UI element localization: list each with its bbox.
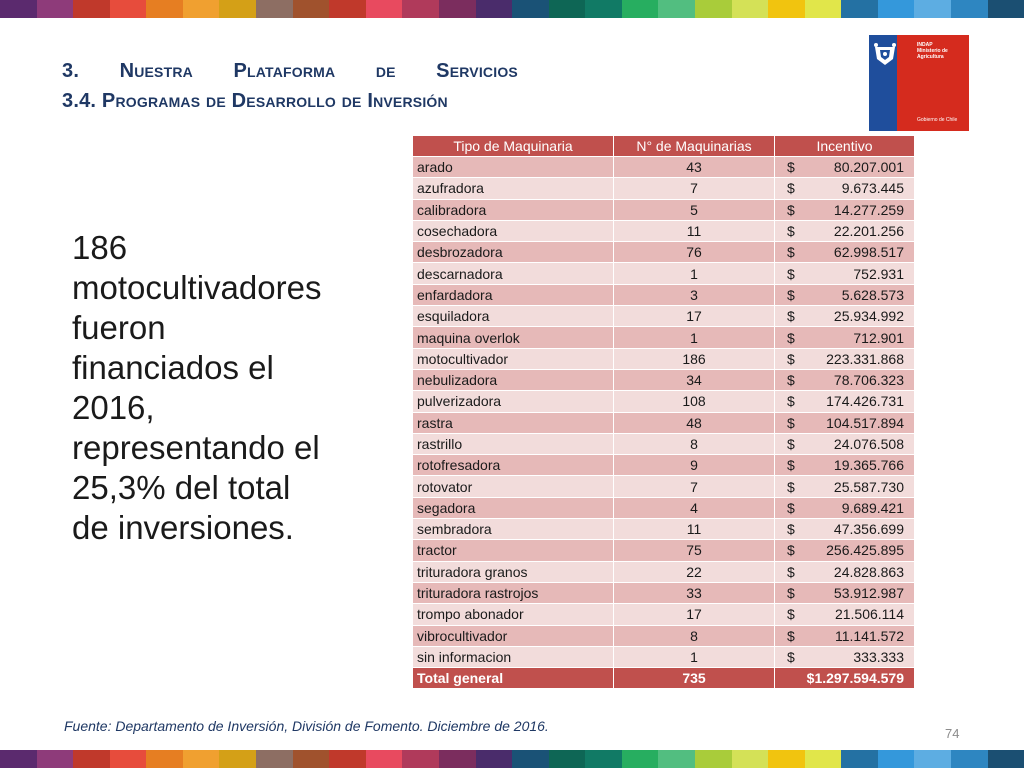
- stripe-segment: [0, 750, 37, 768]
- column-header-type: Tipo de Maquinaria: [413, 136, 614, 157]
- machinery-type-cell: tractor: [413, 540, 614, 561]
- machinery-type-cell: cosechadora: [413, 220, 614, 241]
- stripe-segment: [110, 750, 147, 768]
- stripe-segment: [732, 0, 769, 18]
- machinery-count-cell: 11: [614, 519, 775, 540]
- incentive-cell: [775, 284, 915, 305]
- incentive-amount: 11.141.572: [834, 627, 904, 644]
- stripe-segment: [914, 0, 951, 18]
- stripe-segment: [110, 0, 147, 18]
- stripe-segment: [402, 750, 439, 768]
- slide-subtitle: 3.4. Programas de Desarrollo de Inversión: [62, 90, 448, 112]
- incentive-cell: [775, 455, 915, 476]
- machinery-count-cell: 1: [614, 646, 775, 667]
- stripe-segment: [512, 750, 549, 768]
- incentive-amount: 24.828.863: [833, 563, 904, 580]
- stripe-segment: [658, 750, 695, 768]
- title-word: 3.: [62, 60, 80, 82]
- currency-symbol: $: [787, 244, 795, 261]
- incentive-amount: 174.426.731: [826, 393, 904, 410]
- table-row: [413, 604, 915, 625]
- table-row: [413, 178, 915, 199]
- incentive-amount: 333.333: [853, 648, 904, 665]
- machinery-count-cell: 9: [614, 455, 775, 476]
- bottom-color-stripe: [0, 750, 1024, 768]
- currency-symbol: $: [787, 499, 795, 516]
- stripe-segment: [695, 750, 732, 768]
- title-word: de: [375, 60, 396, 82]
- machinery-type-cell: calibradora: [413, 199, 614, 220]
- highlight-line: 25,3% del total: [72, 469, 291, 506]
- table-row: [413, 476, 915, 497]
- table-row: [413, 220, 915, 241]
- machinery-type-cell: arado: [413, 157, 614, 178]
- incentive-cell: [775, 327, 915, 348]
- incentive-amount: 22.201.256: [833, 223, 904, 240]
- machinery-type-cell: trituradora rastrojos: [413, 582, 614, 603]
- stripe-segment: [695, 0, 732, 18]
- stripe-segment: [73, 0, 110, 18]
- machinery-count-cell: 17: [614, 306, 775, 327]
- machinery-count-cell: 1: [614, 327, 775, 348]
- coat-of-arms-icon: [871, 41, 899, 67]
- total-amount: $1.297.594.579: [775, 668, 915, 689]
- machinery-type-cell: descarnadora: [413, 263, 614, 284]
- table-row: [413, 497, 915, 518]
- stripe-segment: [366, 750, 403, 768]
- incentive-cell: [775, 412, 915, 433]
- incentive-cell: [775, 497, 915, 518]
- table-row: [413, 646, 915, 667]
- machinery-type-cell: desbrozadora: [413, 242, 614, 263]
- machinery-type-cell: rastra: [413, 412, 614, 433]
- gobierno-de-chile-logo: [869, 35, 969, 131]
- machinery-type-cell: maquina overlok: [413, 327, 614, 348]
- incentive-cell: [775, 519, 915, 540]
- slide-title: [62, 56, 518, 116]
- stripe-segment: [512, 0, 549, 18]
- highlight-line: de inversiones.: [72, 509, 294, 546]
- machinery-count-cell: 33: [614, 582, 775, 603]
- stripe-segment: [219, 750, 256, 768]
- incentive-cell: [775, 263, 915, 284]
- currency-symbol: $: [787, 585, 795, 602]
- machinery-type-cell: rotovator: [413, 476, 614, 497]
- machinery-type-cell: sin informacion: [413, 646, 614, 667]
- incentive-amount: 78.706.323: [833, 372, 904, 389]
- title-word: Servicios: [436, 60, 518, 82]
- highlight-line: fueron: [72, 309, 166, 346]
- machinery-count-cell: 76: [614, 242, 775, 263]
- incentive-cell: [775, 646, 915, 667]
- currency-symbol: $: [787, 265, 795, 282]
- stripe-segment: [878, 0, 915, 18]
- stripe-segment: [476, 0, 513, 18]
- machinery-type-cell: rastrillo: [413, 433, 614, 454]
- table-row: [413, 306, 915, 327]
- machinery-type-cell: motocultivador: [413, 348, 614, 369]
- stripe-segment: [549, 0, 586, 18]
- incentive-amount: 25.587.730: [833, 478, 904, 495]
- stripe-segment: [439, 750, 476, 768]
- currency-symbol: $: [787, 457, 795, 474]
- total-label: Total general: [413, 668, 614, 689]
- stripe-segment: [219, 0, 256, 18]
- incentive-cell: [775, 391, 915, 412]
- machinery-type-cell: trompo abonador: [413, 604, 614, 625]
- stripe-segment: [0, 0, 37, 18]
- stripe-segment: [439, 0, 476, 18]
- stripe-segment: [841, 750, 878, 768]
- title-word: Plataforma: [233, 60, 336, 82]
- stripe-segment: [951, 0, 988, 18]
- incentive-cell: [775, 306, 915, 327]
- incentive-cell: [775, 157, 915, 178]
- highlight-line: financiados el: [72, 349, 274, 386]
- machinery-type-cell: azufradora: [413, 178, 614, 199]
- machinery-count-cell: 7: [614, 178, 775, 199]
- machinery-type-cell: trituradora granos: [413, 561, 614, 582]
- stripe-segment: [841, 0, 878, 18]
- incentive-cell: [775, 199, 915, 220]
- highlight-line: 186: [72, 229, 128, 266]
- stripe-segment: [366, 0, 403, 18]
- table-row: [413, 412, 915, 433]
- incentive-cell: [775, 348, 915, 369]
- stripe-segment: [951, 750, 988, 768]
- currency-symbol: $: [787, 350, 795, 367]
- title-line: [62, 56, 518, 86]
- machinery-count-cell: 48: [614, 412, 775, 433]
- incentive-amount: 25.934.992: [833, 308, 904, 325]
- table-total-row: [413, 668, 915, 689]
- currency-symbol: $: [787, 393, 795, 410]
- incentive-amount: 5.628.573: [841, 286, 904, 303]
- machinery-count-cell: 108: [614, 391, 775, 412]
- machinery-type-cell: vibrocultivador: [413, 625, 614, 646]
- machinery-count-cell: 8: [614, 625, 775, 646]
- table-row: [413, 625, 915, 646]
- incentive-amount: 256.425.895: [826, 542, 904, 559]
- highlight-statement: [72, 228, 372, 548]
- machinery-type-cell: nebulizadora: [413, 369, 614, 390]
- stripe-segment: [768, 0, 805, 18]
- highlight-line: 2016,: [72, 389, 155, 426]
- machinery-type-cell: segadora: [413, 497, 614, 518]
- machinery-count-cell: 34: [614, 369, 775, 390]
- incentive-cell: [775, 220, 915, 241]
- stripe-segment: [988, 0, 1024, 18]
- table-header-row: [413, 136, 915, 157]
- machinery-count-cell: 186: [614, 348, 775, 369]
- stripe-segment: [622, 750, 659, 768]
- stripe-segment: [256, 0, 293, 18]
- stripe-segment: [183, 0, 220, 18]
- stripe-segment: [256, 750, 293, 768]
- currency-symbol: $: [787, 563, 795, 580]
- stripe-segment: [73, 750, 110, 768]
- currency-symbol: $: [787, 159, 795, 176]
- incentive-amount: 62.998.517: [833, 244, 904, 261]
- currency-symbol: $: [787, 478, 795, 495]
- stripe-segment: [878, 750, 915, 768]
- incentive-cell: [775, 476, 915, 497]
- stripe-segment: [805, 750, 842, 768]
- machinery-count-cell: 3: [614, 284, 775, 305]
- highlight-line: representando el: [72, 429, 320, 466]
- machinery-count-cell: 43: [614, 157, 775, 178]
- stripe-segment: [476, 750, 513, 768]
- incentive-amount: 9.689.421: [841, 499, 904, 516]
- machinery-type-cell: enfardadora: [413, 284, 614, 305]
- stripe-segment: [768, 750, 805, 768]
- table-row: [413, 199, 915, 220]
- incentive-cell: [775, 625, 915, 646]
- incentive-cell: [775, 242, 915, 263]
- top-color-stripe: [0, 0, 1024, 18]
- stripe-segment: [37, 0, 74, 18]
- stripe-segment: [988, 750, 1024, 768]
- machinery-count-cell: 4: [614, 497, 775, 518]
- logo-government-text: Gobierno de Chile: [917, 117, 958, 123]
- stripe-segment: [329, 750, 366, 768]
- currency-symbol: $: [787, 648, 795, 665]
- stripe-segment: [658, 0, 695, 18]
- machinery-count-cell: 8: [614, 433, 775, 454]
- title-word: Nuestra: [119, 60, 193, 82]
- table-row: [413, 391, 915, 412]
- machinery-count-cell: 7: [614, 476, 775, 497]
- incentive-cell: [775, 582, 915, 603]
- incentive-amount: 752.931: [853, 265, 904, 282]
- source-note: Fuente: Departamento de Inversión, División de Fomento. Diciembre de 2016.: [64, 718, 549, 734]
- stripe-segment: [402, 0, 439, 18]
- currency-symbol: $: [787, 606, 795, 623]
- machinery-type-cell: sembradora: [413, 519, 614, 540]
- machinery-count-cell: 5: [614, 199, 775, 220]
- machinery-count-cell: 11: [614, 220, 775, 241]
- currency-symbol: $: [787, 223, 795, 240]
- stripe-segment: [293, 0, 330, 18]
- table-row: [413, 348, 915, 369]
- incentive-amount: 9.673.445: [841, 180, 904, 197]
- machinery-table: [412, 135, 915, 689]
- table-row: [413, 242, 915, 263]
- stripe-segment: [37, 750, 74, 768]
- table-row: [413, 157, 915, 178]
- stripe-segment: [585, 750, 622, 768]
- currency-symbol: $: [787, 372, 795, 389]
- table-row: [413, 582, 915, 603]
- stripe-segment: [146, 0, 183, 18]
- table-row: [413, 519, 915, 540]
- currency-symbol: $: [787, 414, 795, 431]
- logo-agency-text: INDAP Ministerio de Agricultura: [917, 42, 948, 60]
- page-number: 74: [945, 726, 960, 741]
- incentive-amount: 80.207.001: [833, 159, 904, 176]
- incentive-cell: [775, 433, 915, 454]
- incentive-amount: 712.901: [853, 329, 904, 346]
- currency-symbol: $: [787, 627, 795, 644]
- currency-symbol: $: [787, 308, 795, 325]
- table-row: [413, 284, 915, 305]
- stripe-segment: [622, 0, 659, 18]
- table-row: [413, 369, 915, 390]
- stripe-segment: [146, 750, 183, 768]
- column-header-incentive: Incentivo: [775, 136, 915, 157]
- currency-symbol: $: [787, 542, 795, 559]
- column-header-count: N° de Maquinarias: [614, 136, 775, 157]
- table-row: [413, 540, 915, 561]
- machinery-count-cell: 17: [614, 604, 775, 625]
- currency-symbol: $: [787, 201, 795, 218]
- incentive-amount: 14.277.259: [833, 201, 904, 218]
- incentive-amount: 47.356.699: [833, 521, 904, 538]
- incentive-amount: 53.912.987: [833, 585, 904, 602]
- currency-symbol: $: [787, 180, 795, 197]
- incentive-cell: [775, 540, 915, 561]
- incentive-amount: 21.506.114: [834, 606, 904, 623]
- stripe-segment: [914, 750, 951, 768]
- table-row: [413, 327, 915, 348]
- highlight-line: motocultivadores: [72, 269, 322, 306]
- table-row: [413, 455, 915, 476]
- table-row: [413, 561, 915, 582]
- incentive-cell: [775, 561, 915, 582]
- currency-symbol: $: [787, 286, 795, 303]
- stripe-segment: [329, 0, 366, 18]
- incentive-amount: 104.517.894: [826, 414, 904, 431]
- incentive-cell: [775, 369, 915, 390]
- stripe-segment: [732, 750, 769, 768]
- table-row: [413, 433, 915, 454]
- incentive-amount: 223.331.868: [826, 350, 904, 367]
- machinery-count-cell: 1: [614, 263, 775, 284]
- machinery-count-cell: 75: [614, 540, 775, 561]
- table-row: [413, 263, 915, 284]
- incentive-cell: [775, 178, 915, 199]
- incentive-amount: 19.365.766: [833, 457, 904, 474]
- machinery-type-cell: rotofresadora: [413, 455, 614, 476]
- stripe-segment: [293, 750, 330, 768]
- machinery-type-cell: esquiladora: [413, 306, 614, 327]
- currency-symbol: $: [787, 521, 795, 538]
- stripe-segment: [183, 750, 220, 768]
- machinery-count-cell: 22: [614, 561, 775, 582]
- machinery-type-cell: pulverizadora: [413, 391, 614, 412]
- currency-symbol: $: [787, 436, 795, 452]
- total-count: 735: [614, 668, 775, 689]
- currency-symbol: $: [787, 329, 795, 346]
- incentive-amount: 24.076.508: [833, 436, 904, 452]
- incentive-cell: [775, 604, 915, 625]
- stripe-segment: [549, 750, 586, 768]
- stripe-segment: [585, 0, 622, 18]
- stripe-segment: [805, 0, 842, 18]
